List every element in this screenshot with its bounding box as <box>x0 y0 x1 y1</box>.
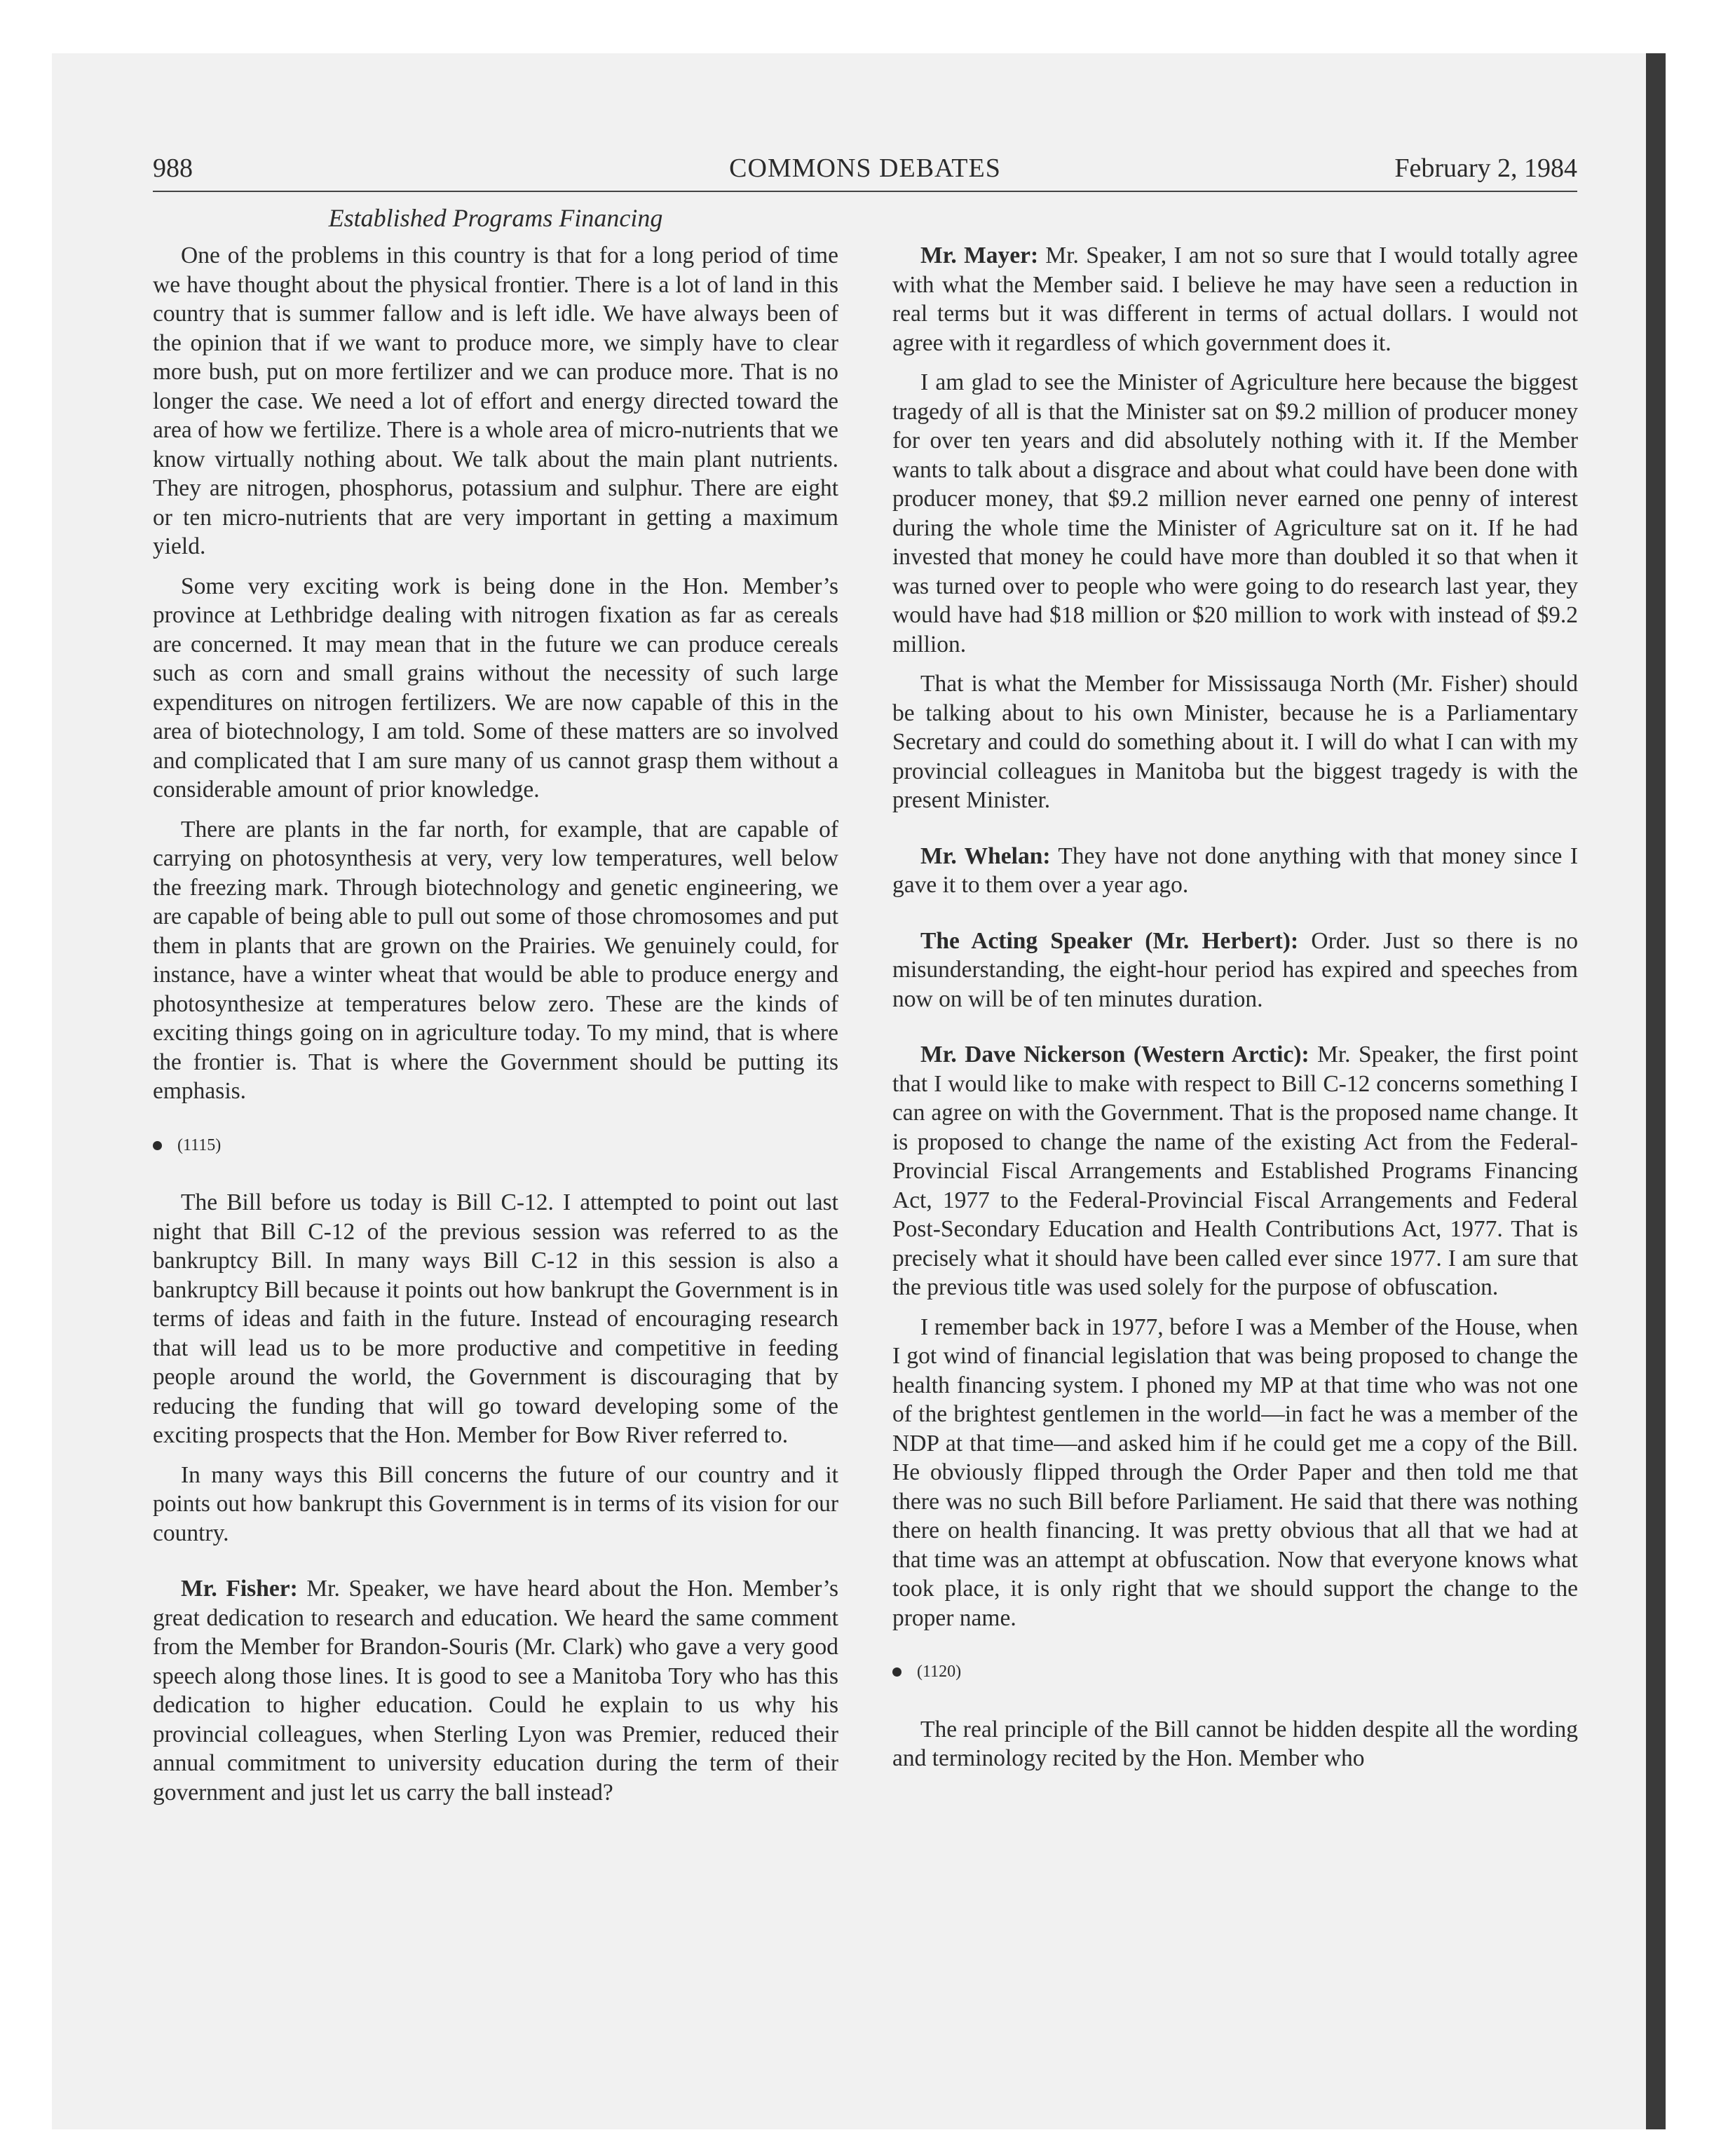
left-column <box>153 241 838 1817</box>
speaker-name: Mr. Fisher: <box>181 1576 298 1602</box>
speech-text: Mr. Speaker, the first point that I would like to make with respect to Bill C-12 concerns something I can agree on with the Government. That is the proposed name change. It is proposed to change the name of the existing Act from the Federal-Provincial Fiscal Arrangements and Established Programs Financing Act, 1977 to the Federal-Provincial Fiscal Arrangements and Federal Post-Secondary Education and Health Contributions Act, 1977. That is precisely what it should have been called ever since 1977. I am sure that the previous title was used solely for the purpose of obfuscation. <box>892 1042 1578 1300</box>
bullet-icon <box>153 1141 162 1150</box>
speech-fisher <box>153 1574 838 1807</box>
paragraph: There are plants in the far north, for example, that are capable of carrying on photosynthesis at very, very low temperatures, well below the freezing mark. Through biotechnology and genetic engineering, we are capable of being able to pull out some of those chromosomes and put them in plants that are grown on the Prairies. We genuinely could, for instance, have a winter wheat that would be able to produce energy and photosynthesize at temperatures below zero. These are the kinds of exciting things going on in agriculture today. To my mind, that is where the frontier is. That is where the Government should be putting its emphasis. <box>153 816 838 1104</box>
paragraph: The real principle of the Bill cannot be hidden despite all the wording and terminology recited by the Hon. Member who <box>892 1716 1578 1771</box>
speaker-name: Mr. Whelan: <box>920 842 1051 869</box>
time-marker-text: (1120) <box>917 1663 962 1681</box>
speech-nickerson <box>892 1040 1578 1302</box>
speech-text: Order. Just so there is no misunderstanding, the eight-hour period has expired and speeches from now on will be of ten minutes duration. <box>892 927 1578 1012</box>
publication-title: COMMONS DEBATES <box>729 153 1001 183</box>
bullet-icon <box>892 1667 901 1677</box>
paragraph: Some very exciting work is being done in the Hon. Member’s province at Lethbridge dealing with nitrogen fixation as far as cereals are concerned. It may mean that in the future we can produce cereals such as corn and small grains without the necessity of such large expenditures on nitrogen fertilizers. We are now capable of this in the area of biotechnology, I am told. Some of these matters are so involved and complicated that I am sure many of us cannot grasp them without a considerable amount of prior knowledge. <box>153 573 838 803</box>
speech-text: They have not done anything with that money since I gave it to them over a year ago. <box>892 842 1578 898</box>
time-marker <box>153 1131 838 1161</box>
speech-whelan <box>892 842 1578 900</box>
page-header <box>153 150 1577 192</box>
paragraph: In many ways this Bill concerns the future of our country and it points out how bankrupt this Government is in terms of its vision for our country. <box>153 1461 838 1546</box>
paragraph: One of the problems in this country is that for a long period of time we have thought about the physical frontier. There is a lot of land in this country that is summer fallow and is left idle. We have always been of the opinion that if we want to produce more, we simply have to clear more bush, put on more fertilizer and we can produce more. That is no longer the case. We need a lot of effort and energy directed toward the area of how we fertilize. There is a whole area of micro-nutrients that we know virtually nothing about. We talk about the main plant nutrients. They are nitrogen, phosphorus, potassium and sulphur. There are eight or ten micro-nutrients that are very important in getting a maximum yield. <box>153 243 838 559</box>
scan-edge <box>1646 53 1666 2129</box>
paragraph: I am glad to see the Minister of Agriculture here because the biggest tragedy of all is that the Minister sat on $9.2 million of producer money for over ten years and did absolutely nothing with it. If the Member wants to talk about a disgrace and about what could have been done with producer money, that $9.2 million never earned one penny of interest during the whole time the Minister of Agriculture sat on it. If he had invested that money he could have more than doubled it so that when it was turned over to people who were going to do research last year, they would have had $18 million or $20 million to work with instead of $9.2 million. <box>892 369 1578 657</box>
right-column <box>892 241 1578 1784</box>
time-marker-text: (1115) <box>177 1135 222 1154</box>
paragraph: That is what the Member for Mississauga North (Mr. Fisher) should be talking about to his own Minister, because he is a Parliamentary Secretary and could do something about it. I will do what I can with my provincial colleagues in Manitoba but the biggest tragedy is with the present Minister. <box>892 671 1578 813</box>
paragraph: The Bill before us today is Bill C-12. I attempted to point out last night that Bill C-12 of the previous session was referred to as the bankruptcy Bill. In many ways Bill C-12 in this session is also a bankruptcy Bill because it points out how bankrupt the Government is in terms of ideas and faith in the future. Instead of encouraging research that will lead us to be more productive and competitive in feeding people around the world, the Government is discouraging that by reducing the funding that will go toward developing some of the exciting prospects that the Hon. Member for Bow River referred to. <box>153 1189 838 1448</box>
time-marker <box>892 1658 1578 1687</box>
speech-acting-speaker <box>892 927 1578 1014</box>
page-number: 988 <box>153 153 193 183</box>
speech-mayer <box>892 241 1578 357</box>
speaker-name: Mr. Dave Nickerson (Western Arctic): <box>920 1042 1309 1067</box>
speaker-name: The Acting Speaker (Mr. Herbert): <box>920 927 1299 954</box>
speech-text: Mr. Speaker, I am not so sure that I would totally agree with what the Member said. I believe he may have seen a reduction in real terms but it was different in terms of actual dollars. I would not agree with it regardless of which government does it. <box>892 243 1578 356</box>
paragraph: I remember back in 1977, before I was a Member of the House, when I got wind of financial legislation that was being proposed to change the health financing system. I phoned my MP at that time who was not one of the brightest gentlemen in the world—in fact he was a member of the NDP at that time—and asked him if he could get me a copy of the Bill. He obviously flipped through the Order Paper and then told me that there was no such Bill before Parliament. He said that there was nothing there on health financing. It was pretty obvious that all that we had at that time was an attempt at obfuscation. Now that everyone knows what took place, it is only right that we should support the change to the proper name. <box>892 1314 1578 1631</box>
publication-date: February 2, 1984 <box>1394 153 1577 183</box>
speaker-name: Mr. Mayer: <box>920 243 1039 268</box>
speech-text: Mr. Speaker, we have heard about the Hon. Member’s great dedication to research and education. We heard the same comment from the Member for Brandon-Souris (Mr. Clark) who gave a very good speech along those lines. It is good to see a Manitoba Tory who has this dedication to higher education. Could he explain to us why his provincial colleagues, when Sterling Lyon was Premier, reduced their annual commitment to university education during the term of their government and just let us carry the ball instead? <box>153 1576 838 1806</box>
section-title: Established Programs Financing <box>328 204 663 232</box>
